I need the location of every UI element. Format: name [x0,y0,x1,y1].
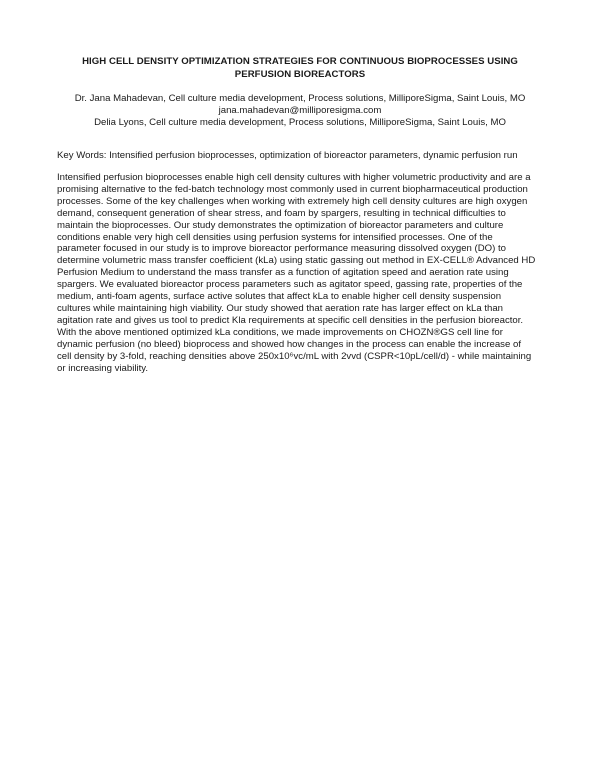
abstract-line: parameter focused in our study is to improve bioreactor performance measuring dissolved oxygen (DO) to [57,243,506,255]
paper-title [60,56,540,81]
title-line: HIGH CELL DENSITY OPTIMIZATION STRATEGIES FOR CONTINUOUS BIOPROCESSES USING [82,56,518,67]
abstract-line: With the above mentioned optimized kLa conditions, we made improvements on CHOZN®GS cell line for [57,326,503,338]
abstract-line: conditions enable very high cell densities using perfusion systems for intensified processes. One of the [57,231,493,243]
abstract-line: cell density by 3-fold, reaching densities above 250x10⁶vc/mL with 2vvd (CSPR<10pL/cell/d) - while maintaining [57,350,532,362]
abstract-line: medium, anti-foam agents, surface active solutes that affect kLa to enable higher cell density suspension [57,291,502,303]
abstract [57,172,547,374]
abstract-line: Perfusion Medium to understand the mass transfer as a function of agitation speed and aeration rate using [57,267,509,279]
abstract-line: determine volumetric mass transfer coefficient (kLa) using static gassing out method in EX-CELL® Advanced HD [57,255,536,267]
author-line: Delia Lyons, Cell culture media development, Process solutions, MilliporeSigma, Saint Louis, MO [94,117,506,128]
abstract-line: agitation rate and gives us tool to predict Kla requirements at specific cell densities in the perfusion bioreactor. [57,314,524,326]
abstract-line: demand, consequent generation of shear stress, and foam by spargers, resulting in technical difficulties to [57,207,506,219]
abstract-line: processes. Some of the key challenges when working with extremely high cell density cultures are high oxygen [57,195,528,207]
abstract-line: Intensified perfusion bioprocesses enable high cell density cultures with higher volumetric productivity and are a [57,172,531,183]
abstract-line: promising alternative to the fed-batch technology most commonly used in current biopharmaceutical production [57,183,528,195]
abstract-line: spargers. We evaluated bioreactor process parameters such as agitator speed, gassing rate, properties of the [57,279,523,291]
abstract-line: maintain the bioprocesses. Our study demonstrates the optimization of bioreactor parameters and culture [57,219,504,231]
author-email: jana.mahadevan@milliporesigma.com [218,105,382,116]
author-block [40,93,560,129]
abstract-line: or increasing viability. [57,362,148,374]
keywords: Key Words: Intensified perfusion bioprocesses, optimization of bioreactor parameters, dynamic perfusion run [57,150,518,161]
abstract-line: dynamic perfusion (no bleed) bioprocess and showed how changes in the process can enable the increase of [57,338,521,350]
author-line: Dr. Jana Mahadevan, Cell culture media development, Process solutions, MilliporeSigma, Saint Louis, MO [74,93,526,104]
title-line: PERFUSION BIOREACTORS [234,68,366,80]
abstract-line: cultures while maintaining high viability. Our study showed that aeration rate has larger effect on kLa than [57,302,504,314]
